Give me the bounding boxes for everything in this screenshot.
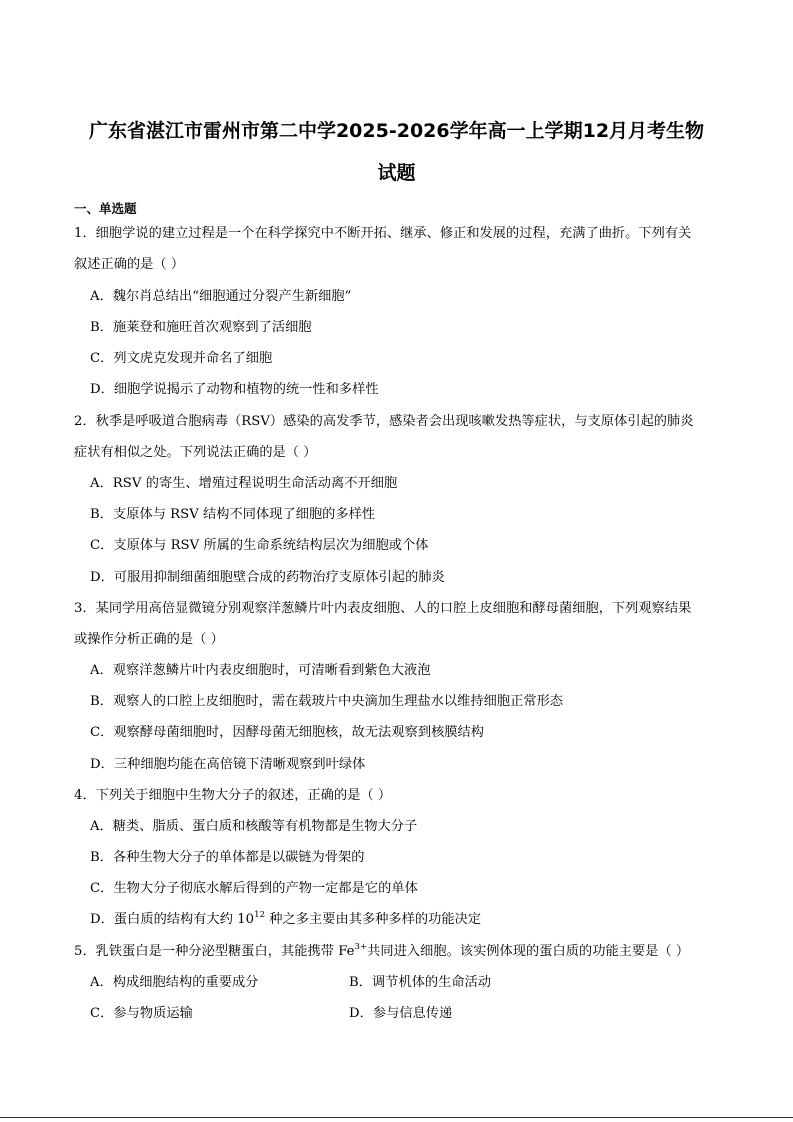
question-5-stem-text: 5．乳铁蛋白是一种分泌型糖蛋白，其能携带 Fe [74,944,355,959]
question-3-option-c: C．观察酵母菌细胞时，因酵母菌无细胞核，故无法观察到核膜结构 [90,725,485,740]
question-3-option-d: D．三种细胞均能在高倍镜下清晰观察到叶绿体 [90,757,366,772]
question-1-option-d: D．细胞学说揭示了动物和植物的统一性和多样性 [90,382,379,397]
question-4-option-d-text-end: 种之多主要由其多种多样的功能决定 [265,912,482,927]
question-5-option-c: C．参与物质运输 [90,1006,193,1021]
question-3-option-b: B．观察人的口腔上皮细胞时，需在载玻片中央滴加生理盐水以维持细胞正常形态 [90,694,564,709]
question-4-option-d-exponent: 12 [254,909,266,920]
question-5-stem-text-end: 共同进入细胞。该实例体现的蛋白质的功能主要是（ ） [367,944,690,959]
question-4-stem: 4．下列关于细胞中生物大分子的叙述，正确的是（ ） [74,788,392,803]
question-4-option-d-text: D．蛋白质的结构有大约 10 [90,912,255,927]
question-2-option-d: D．可服用抑制细菌细胞壁合成的药物治疗支原体引起的肺炎 [90,570,445,585]
question-3-stem-line-2: 或操作分析正确的是（ ） [74,632,224,647]
question-4-option-a: A．糖类、脂质、蛋白质和核酸等有机物都是生物大分子 [90,819,418,834]
question-3-stem-line-1: 3．某同学用高倍显微镜分别观察洋葱鳞片叶内表皮细胞、人的口腔上皮细胞和酵母菌细胞，下列观察结果 [74,601,692,616]
document-title-line-1: 广东省湛江市雷州市第二中学2025-2026学年高一上学期12月月考生物 [88,120,705,142]
question-5-stem-superscript: 3+ [354,941,368,952]
question-2-option-a: A．RSV 的寄生、增殖过程说明生命活动离不开细胞 [90,476,398,491]
document-title-line-2: 试题 [377,162,416,184]
question-4-option-b: B．各种生物大分子的单体都是以碳链为骨架的 [90,850,365,865]
question-3-option-a: A．观察洋葱鳞片叶内表皮细胞时，可清晰看到紫色大液泡 [90,663,431,678]
question-4-option-c: C．生物大分子彻底水解后得到的产物一定都是它的单体 [90,881,418,896]
question-1-option-b: B．施莱登和施旺首次观察到了活细胞 [90,320,312,335]
question-5-stem [74,942,689,962]
question-2-option-c: C．支原体与 RSV 所属的生命系统结构层次为细胞或个体 [90,538,429,553]
question-2-option-b: B．支原体与 RSV 结构不同体现了细胞的多样性 [90,507,376,522]
question-5-option-b: B．调节机体的生命活动 [349,975,492,990]
question-1-option-c: C．列文虎克发现并命名了细胞 [90,351,273,366]
question-2-stem-line-1: 2．秋季是呼吸道合胞病毒（RSV）感染的高发季节，感染者会出现咳嗽发热等症状，与支原体引起的肺炎 [74,414,694,429]
question-2-stem-line-2: 症状有相似之处。下列说法正确的是（ ） [74,445,317,460]
question-4-option-d [90,910,481,930]
question-1-stem-line-1: 1．细胞学说的建立过程是一个在科学探究中不断开拓、继承、修正和发展的过程，充满了曲折。下列有关 [74,226,692,241]
question-5-option-a: A．构成细胞结构的重要成分 [90,975,259,990]
question-5-option-d: D．参与信息传递 [349,1006,453,1021]
page-bottom-rule [0,1117,793,1118]
question-1-option-a: A．魏尔肖总结出“细胞通过分裂产生新细胞” [90,289,352,304]
question-1-stem-line-2: 叙述正确的是（ ） [74,257,185,272]
section-heading: 一、单选题 [74,201,137,216]
